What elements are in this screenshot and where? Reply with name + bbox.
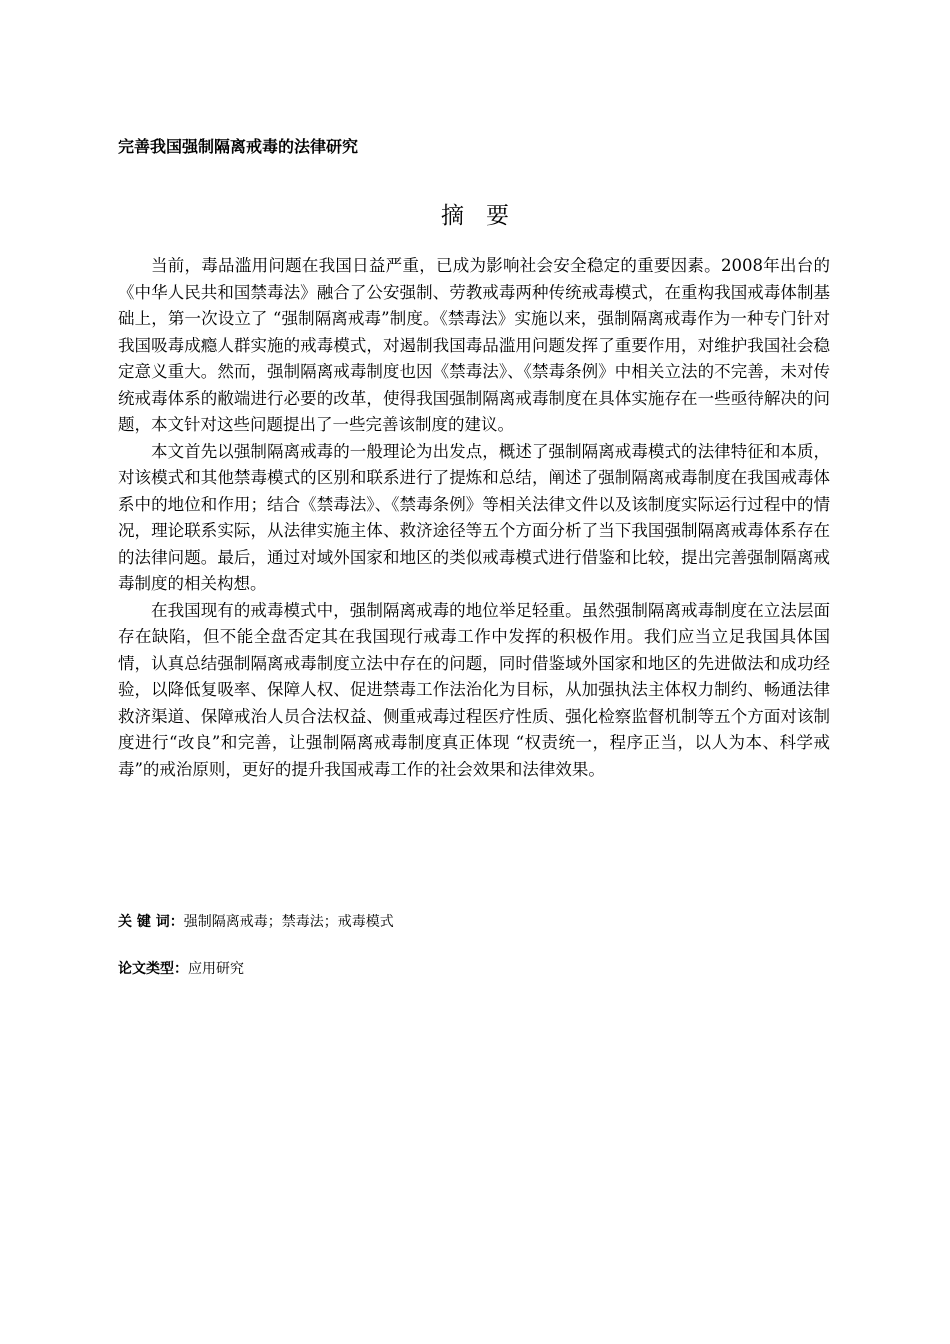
abstract-heading: 摘要 [441, 203, 531, 229]
keywords-value: 强制隔离戒毒；禁毒法；戒毒模式 [183, 914, 394, 930]
abstract-paragraph-3: 在我国现有的戒毒模式中，强制隔离戒毒的地位举足轻重。虽然强制隔离戒毒制度在立法层面存在缺陷，但不能全盘否定其在我国现行戒毒工作中发挥的积极作用。我们应当立足我国具体国情，认真总结强制隔离戒毒制度立法中存在的问题，同时借鉴域外国家和地区的先进做法和成功经验，以降低复吸率、保障人权、促进禁毒工作法治化为目标，从加强执法主体权力制约、畅通法律救济渠道、保障戒治人员合法权益、侧重戒毒过程医疗性质、强化检察监督机制等五个方面对该制度进行“改良”和完善，让强制隔离戒毒制度真正体现 “权责统一，程序正当，以人为本、科学戒毒”的戒治原则，更好的提升我国戒毒工作的社会效果和法律效果。 [118, 600, 830, 779]
paper-type-line [118, 959, 244, 979]
paper-type-label: 论文类型： [118, 961, 188, 977]
keywords-label: 关 键 词： [118, 914, 184, 930]
document-title: 完善我国强制隔离戒毒的法律研究 [118, 137, 359, 156]
abstract-paragraph-1: 当前，毒品滥用问题在我国日益严重，已成为影响社会安全稳定的重要因素。2008年出台的《中华人民共和国禁毒法》融合了公安强制、劳教戒毒两种传统戒毒模式，在重构我国戒毒体制基础上，第一次设立了 “强制隔离戒毒”制度。《禁毒法》实施以来，强制隔离戒毒作为一种专门针对我国吸毒成瘾人群实施的戒毒模式，对遏制我国毒品滥用问题发挥了重要作用，对维护我国社会稳定意义重大。然而，强制隔离戒毒制度也因《禁毒法》、《禁毒条例》中相关立法的不完善，未对传统戒毒体系的敝端进行必要的改革，使得我国强制隔离戒毒制度在具体实施存在一些亟待解决的问题，本文针对这些问题提出了一些完善该制度的建议。 [118, 256, 830, 434]
keywords-line [118, 912, 394, 932]
abstract-body [118, 253, 830, 783]
paper-type-value: 应用研究 [188, 961, 244, 977]
abstract-paragraph-2: 本文首先以强制隔离戒毒的一般理论为出发点，概述了强制隔离戒毒模式的法律特征和本质，对该模式和其他禁毒模式的区别和联系进行了提炼和总结，阐述了强制隔离戒毒制度在我国戒毒体系中的地位和作用；结合《禁毒法》、《禁毒条例》等相关法律文件以及该制度实际运行过程中的情况，理论联系实际，从法律实施主体、救济途径等五个方面分析了当下我国强制隔离戒毒体系存在的法律问题。最后，通过对域外国家和地区的类似戒毒模式进行借鉴和比较，提出完善强制隔离戒毒制度的相关构想。 [118, 441, 830, 593]
